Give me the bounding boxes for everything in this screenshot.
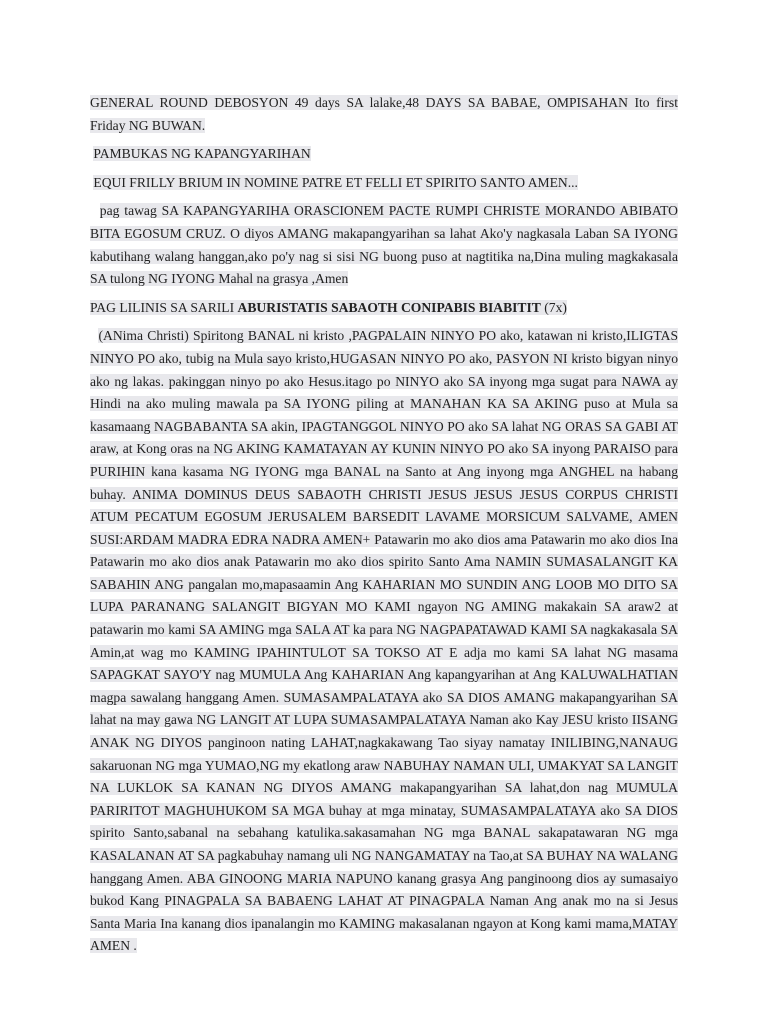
intro-text: GENERAL ROUND DEBOSYON 49 days SA lalake,48 DAYS SA BABAE, OMPISAHAN Ito first Friday NG BUWAN. — [90, 95, 678, 133]
heading-paglilinis-bold: ABURISTATIS SABAOTH CONIPABIS BIABITIT — [237, 299, 541, 315]
anima-christi-text: (ANima Christi) Spiritong BANAL ni kristo ,PAGPALAIN NINYO PO ako, katawan ni kristo,ILIGTAS NINYO PO ako, tubig na Mula sayo kristo,HUGASAN NINYO PO ako, PASYON NI kristo bigyan ninyo ako ng lakas. pakinggan ninyo po ako Hesus.itago po NINYO ako SA inyong mga sugat para NAWA ay Hindi na ako muling mawala pa SA IYONG piling at MANAHAN KA SA AKING puso at Mula sa kasamaang NAGBABANTA SA akin, IPAGTANGGOL NINYO PO ako SA lahat NG ORAS SA GABI AT araw, at Kong oras na NG AKING KAMATAYAN AY KUNIN NINYO PO ako SA inyong PARAISO para PURIHIN kana kasama NG IYONG mga BANAL na Santo at Ang inyong mga ANGHEL na habang buhay. ANIMA DOMINUS DEUS SABAOTH CHRISTI JESUS JESUS JESUS CORPUS CHRISTI ATUM PECATUM EGOSUM JERUSALEM BARSEDIT LAVAME MORSICUM SALVAME, AMEN SUSI:ARDAM MADRA EDRA NADRA AMEN+ Patawarin mo ako dios ama Patawarin mo ako dios Ina Patawarin mo ako dios anak Patawarin mo ako dios spirito Santo Ama NAMIN SUMASALANGIT KA SABAHIN ANG pangalan mo,mapasaamin Ang KAHARIAN MO SUNDIN ANG LOOB MO DITO SA LUPA PARANANG SALANGIT BIGYAN MO KAMI ngayon NG AMING makakain SA araw2 at patawarin mo kami SA AMING mga SALA AT ka para NG NAGPAPATAWAD KAMI SA nagkakasala SA Amin,at wag mo KAMING IPAHINTULOT SA TOKSO AT E adja mo kami SA lahat NG masama SAPAGKAT SAYO'Y nag MUMULA Ang KAHARIAN Ang kapangyarihan at Ang KALUWALHATIAN magpa sawalang hanggang Amen. SUMASAMPALATAYA ako SA DIOS AMANG makapangyarihan SA lahat na may gawa NG LANGIT AT LUPA SUMASAMPALATAYA Naman ako Kay JESU kristo IISANG ANAK NG DIYOS panginoon nating LAHAT,nagkakawang Tao siyay namatay INILIBING,NANAUG sakaruonan NG mga YUMAO,NG my ekatlong araw NABUHAY NAMAN ULI, UMAKYAT SA LANGIT NA LUKLOK SA KANAN NG DIYOS AMANG makapangyarihan SA lahat,don nag MUMULA PARIRITOT MAGHUHUKOM SA MGA buhay at mga minatay, SUMASAMPALATAYA ako SA DIOS spirito Santo,sabanal na sebahang katulika.sakasamahan NG mga BANAL sakapatawaran NG mga KASALANAN AT SA pagkabuhay namang uli NG NANGAMATAY na Tao,at SA BUHAY NA WALANG hanggang Amen. ABA GINOONG MARIA NAPUNO kanang grasya Ang panginoong dios ay sumasaiyo bukod Kang PINAGPALA SA BABAENG LAHAT AT PINAGPALA Naman Ang anak mo na si Jesus Santa Maria Ina kanang dios ipanalangin mo KAMING makasalanan ngayon at Kong kami mama,MATAY AMEN . — [90, 328, 679, 954]
latin-invocation — [90, 172, 678, 195]
prayer-paragraph-text: pag tawag SA KAPANGYARIHA ORASCIONEM PACTE RUMPI CHRISTE MORANDO ABIBATO BITA EGOSUM CRUZ. O diyos AMANG makapangyarihan sa lahat Ako'y nagkasala Laban SA IYONG kabutihang walang hanggan,ako po'y nag si sisi NG buong puso at nagtitika na,Dina muling magkakasala SA tulong NG IYONG Mahal na grasya ,Amen — [90, 203, 679, 287]
heading-pambukas — [90, 143, 678, 166]
heading-paglilinis-lead: PAG LILINIS SA SARILI — [90, 299, 238, 315]
intro-paragraph — [90, 92, 678, 137]
document-page — [90, 92, 678, 958]
prayer-paragraph — [90, 200, 678, 290]
heading-pambukas-text: PAMBUKAS NG KAPANGYARIHAN — [93, 146, 311, 162]
heading-paglilinis-tail: (7x) — [540, 299, 567, 315]
anima-christi-paragraph — [90, 325, 678, 958]
heading-paglilinis — [90, 297, 678, 320]
latin-invocation-text: EQUI FRILLY BRIUM IN NOMINE PATRE ET FELLI ET SPIRITO SANTO AMEN... — [93, 174, 578, 190]
